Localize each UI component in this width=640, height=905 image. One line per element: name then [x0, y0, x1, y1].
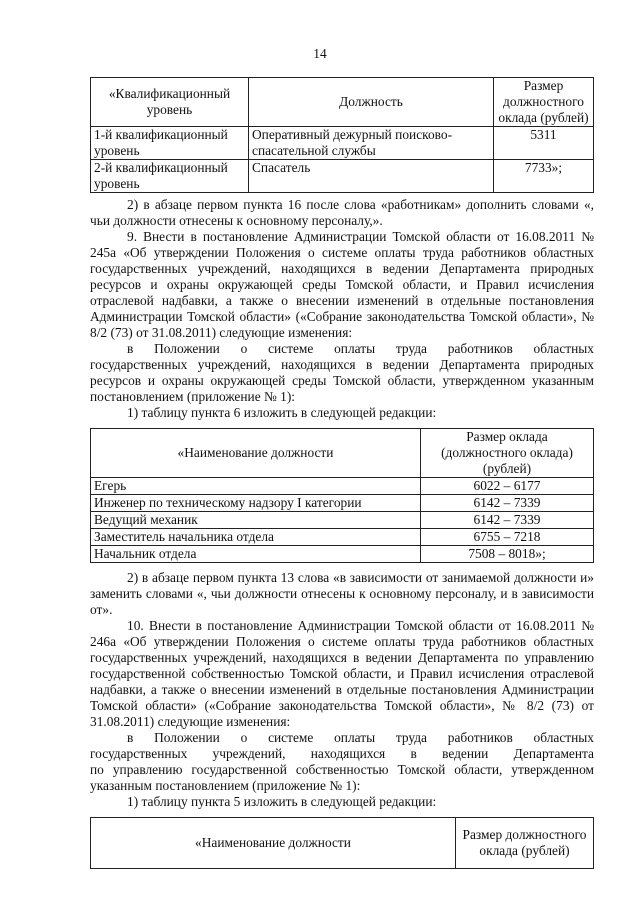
table-cell: 2-й квалификационный уровень [91, 160, 249, 193]
table-row [91, 529, 594, 546]
table-row [91, 512, 594, 529]
table-row [91, 160, 594, 193]
header-cell: Должность [249, 78, 494, 127]
table-row [91, 127, 594, 160]
paragraph: 1) таблицу пункта 5 изложить в следующей редакции: [127, 794, 437, 809]
table-cell: 7733»; [494, 160, 594, 193]
header-cell: Размер оклада (должностного оклада) (рублей) [421, 429, 594, 478]
header-cell: «Наименование должности [91, 818, 456, 869]
table-cell: Заместитель начальника отдела [91, 529, 421, 546]
table-cell: 7508 – 8018»; [421, 546, 594, 563]
page-number: 14 [313, 46, 327, 61]
table-cell: Начальник отдела [91, 546, 421, 563]
table-cell: 6022 – 6177 [421, 478, 594, 495]
table-cell: 6755 – 7218 [421, 529, 594, 546]
paragraph: 2) в абзаце первом пункта 16 после слова «работникам» дополнить словами «, чьи должности отнесены к основному персоналу,». [90, 197, 594, 228]
header-cell: Размер должностного оклада (рублей) [494, 78, 594, 127]
table-cell: 6142 – 7339 [421, 512, 594, 529]
header-cell: «Наименование должности [91, 429, 421, 478]
paragraph: 2) в абзаце первом пункта 13 слова «в зависимости от занимаемой должности и» заменить словами «, чьи должности отнесены к основному персоналу, и в зависимости от». [90, 570, 594, 617]
table-row [91, 478, 594, 495]
table-cell: 5311 [494, 127, 594, 160]
paragraph-line: государственных учреждений, находящихся в ведении Департамента [90, 746, 594, 761]
table-header-row [91, 429, 594, 478]
table-header-row [91, 818, 594, 869]
table-header-row [91, 78, 594, 127]
table-row [91, 495, 594, 512]
paragraph-line: в Положении о системе оплаты труда работников областных [127, 730, 594, 745]
table-row [91, 546, 594, 563]
table-cell: Оперативный дежурный поисково-спасательной службы [249, 127, 494, 160]
paragraph: государственных учреждений, находящихся в ведении Департамента природных ресурсов и охраны окружающей среды Томской области, утвержденном указанным постановлением (приложение № 1): [90, 357, 594, 404]
table-cell: Егерь [91, 478, 421, 495]
paragraph: 9. Внести в постановление Администрации Томской области от 16.08.2011 № 245а «Об утверждении Положения о системе оплаты труда работников областных государственных учреждений, находящихся в ведении Департамента природных ресурсов и охраны окружающей среды Томской области, и Правил исчисления отраслевой надбавки, а также о внесении изменений в отдельные постановления Администрации Томской области» («Собрание законодательства Томской области», № 8/2 (73) от 31.08.2011) следующие изменения: [90, 229, 594, 340]
paragraph: по управлению государственной собственностью Томской области, утвержденном указанным постановлением (приложение № 1): [90, 762, 594, 793]
paragraph: 1) таблицу пункта 6 изложить в следующей редакции: [127, 405, 437, 420]
table-cell: Ведущий механик [91, 512, 421, 529]
table-cell: 1-й квалификационный уровень [91, 127, 249, 160]
qualification-table [90, 77, 594, 193]
positions-table [90, 428, 594, 563]
salary-table [90, 817, 594, 869]
header-cell: Размер должностного оклада (рублей) [456, 818, 594, 869]
table-cell: Спасатель [249, 160, 494, 193]
header-cell: «Квалификационный уровень [91, 78, 249, 127]
paragraph: 10. Внести в постановление Администрации Томской области от 16.08.2011 № 246а «Об утверждении Положения о системе оплаты труда работников областных государственных учреждений, находящихся в ведении Департамента по управлению государственной собственностью Томской области, и Правил исчисления отраслевой надбавки, а также о внесении изменений в отдельные постановления Администрации Томской области» («Собрание законодательства Томской области», № 8/2 (73) от 31.08.2011) следующие изменения: [90, 618, 594, 729]
table-cell: Инженер по техническому надзору I категории [91, 495, 421, 512]
paragraph-line: в Положении о системе оплаты труда работников областных [127, 341, 594, 356]
table-cell: 6142 – 7339 [421, 495, 594, 512]
